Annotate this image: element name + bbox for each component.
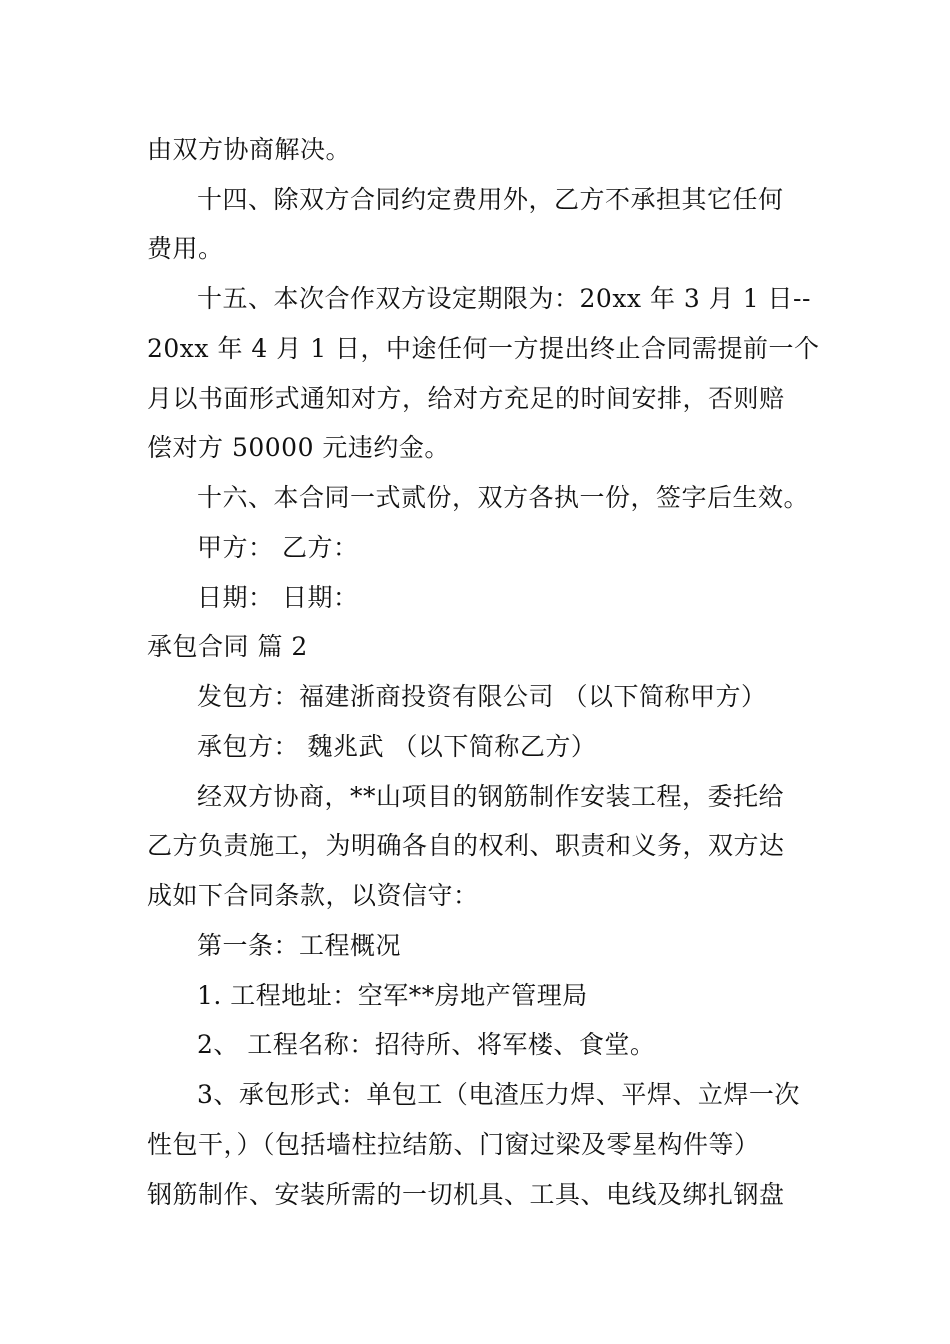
paragraph-line: 十四、除双方合同约定费用外，乙方不承担其它任何 [197,185,784,214]
section-heading: 承包合同 篇 2 [147,632,308,661]
paragraph-line: 钢筋制作、安装所需的一切机具、工具、电线及绑扎钢盘 [147,1180,785,1209]
signature-date-line: 日期： 日期： [197,583,359,612]
list-item: 1. 工程地址：空军**房地产管理局 [197,981,588,1010]
clause-heading: 第一条：工程概况 [197,931,402,960]
signature-party-line: 甲方： 乙方： [197,533,359,562]
paragraph-line: 月以书面形式通知对方，给对方充足的时间安排，否则赔 [147,384,785,413]
paragraph-line: 发包方：福建浙商投资有限公司 （以下简称甲方） [197,682,767,711]
list-item: 2、 工程名称：招待所、将军楼、食堂。 [197,1030,656,1059]
list-item: 3、承包形式：单包工（电渣压力焊、平焊、立焊一次 [197,1080,800,1109]
paragraph-line: 由双方协商解决。 [147,135,352,164]
paragraph-line: 十五、本次合作双方设定期限为：20xx 年 3 月 1 日-- [197,284,811,313]
paragraph-line: 偿对方 50000 元违约金。 [147,433,450,462]
paragraph-line: 20xx 年 4 月 1 日，中途任何一方提出终止合同需提前一个 [147,334,820,363]
paragraph-line: 乙方负责施工，为明确各自的权利、职责和义务，双方达 [147,831,785,860]
paragraph-line: 成如下合同条款，以资信守： [147,881,479,910]
paragraph-line: 性包干，）（包括墙柱拉结筋、门窗过梁及零星构件等） [147,1130,760,1159]
paragraph-line: 承包方： 魏兆武 （以下简称乙方） [197,732,597,761]
paragraph-line: 十六、本合同一式贰份，双方各执一份，签字后生效。 [197,483,810,512]
paragraph-line: 费用。 [147,234,224,263]
paragraph-line: 经双方协商，**山项目的钢筋制作安装工程，委托给 [197,782,785,811]
